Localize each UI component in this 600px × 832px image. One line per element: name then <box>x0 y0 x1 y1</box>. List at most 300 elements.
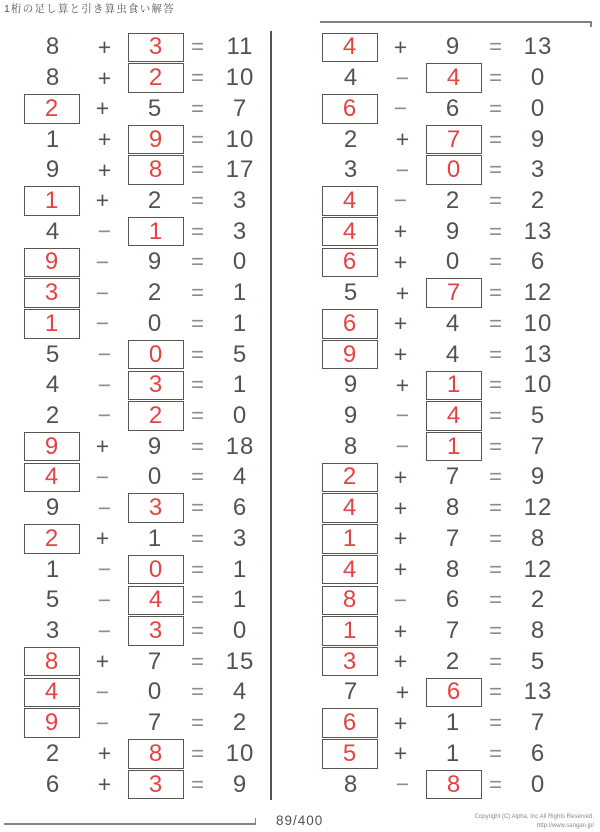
equals-sign: = <box>489 740 503 766</box>
result: 3 <box>530 156 546 184</box>
answer-box: 2 <box>322 463 378 493</box>
answer-box: 0 <box>128 340 184 370</box>
answer-box: 9 <box>322 340 378 370</box>
operand-1: 9 <box>45 156 61 184</box>
answer-box: 0 <box>426 155 482 185</box>
equation-row <box>24 247 270 278</box>
equals-sign: = <box>191 679 205 705</box>
equation-row <box>24 769 270 800</box>
equation-row <box>322 370 568 401</box>
equals-sign: = <box>489 495 503 521</box>
operand-1: 8 <box>45 33 61 61</box>
answer-box: 4 <box>24 463 80 493</box>
result: 12 <box>523 494 553 522</box>
operand-2: 7 <box>445 463 461 491</box>
equation-row <box>322 308 568 339</box>
equation-row <box>322 493 568 524</box>
result: 7 <box>232 94 248 122</box>
equals-sign: = <box>191 34 205 60</box>
operator: + <box>97 740 113 767</box>
top-rule-line <box>320 21 592 23</box>
equation-row <box>322 216 568 247</box>
result: 0 <box>530 94 546 122</box>
answer-box: 6 <box>322 309 378 339</box>
operator: + <box>95 433 111 460</box>
result: 0 <box>530 64 546 92</box>
operand-2: 2 <box>147 186 163 214</box>
operator: + <box>393 709 409 736</box>
equation-row <box>322 278 568 309</box>
result: 0 <box>232 401 248 429</box>
result: 7 <box>530 709 546 737</box>
operand-2: 2 <box>445 647 461 675</box>
result: 7 <box>530 432 546 460</box>
answer-box: 5 <box>322 739 378 769</box>
result: 6 <box>232 494 248 522</box>
operand-2: 7 <box>445 524 461 552</box>
result: 10 <box>225 64 255 92</box>
operand-2: 8 <box>445 494 461 522</box>
equals-sign: = <box>489 341 503 367</box>
equals-sign: = <box>489 372 503 398</box>
answer-box: 9 <box>24 432 80 462</box>
answer-box: 4 <box>426 63 482 93</box>
equals-sign: = <box>489 157 503 183</box>
copyright <box>475 813 594 832</box>
result: 3 <box>232 186 248 214</box>
equation-row <box>24 339 270 370</box>
equals-sign: = <box>489 648 503 674</box>
result: 5 <box>232 340 248 368</box>
equals-sign: = <box>191 157 205 183</box>
answer-box: 4 <box>322 33 378 63</box>
operand-2: 5 <box>147 94 163 122</box>
operator: − <box>97 218 113 245</box>
operator: + <box>393 556 409 583</box>
result: 5 <box>530 647 546 675</box>
page-number: 89/400 <box>276 813 324 828</box>
operator: + <box>395 126 411 153</box>
problems-column-right <box>322 32 568 800</box>
result: 13 <box>523 340 553 368</box>
equals-sign: = <box>489 187 503 213</box>
operand-1: 4 <box>45 371 61 399</box>
operator: − <box>95 709 111 736</box>
answer-box: 1 <box>24 186 80 216</box>
result: 13 <box>523 217 553 245</box>
equals-sign: = <box>191 341 205 367</box>
operator: − <box>95 678 111 705</box>
answer-box: 1 <box>426 432 482 462</box>
result: 17 <box>225 156 255 184</box>
equals-sign: = <box>191 65 205 91</box>
operator: + <box>395 279 411 306</box>
answer-box: 6 <box>322 94 378 124</box>
operator: + <box>95 525 111 552</box>
answer-box: 3 <box>128 770 184 800</box>
answer-box: 1 <box>322 524 378 554</box>
answer-box: 3 <box>128 493 184 523</box>
equation-row <box>322 93 568 124</box>
equals-sign: = <box>191 618 205 644</box>
equals-sign: = <box>191 710 205 736</box>
operator: − <box>97 586 113 613</box>
operator: − <box>95 279 111 306</box>
equals-sign: = <box>191 249 205 275</box>
operator: − <box>95 310 111 337</box>
operand-1: 6 <box>45 770 61 798</box>
result: 12 <box>523 555 553 583</box>
operator: + <box>393 33 409 60</box>
result: 6 <box>530 739 546 767</box>
equation-row <box>322 155 568 186</box>
bottom-rule-tick <box>255 818 257 824</box>
answer-box: 6 <box>322 708 378 738</box>
answer-box: 2 <box>24 94 80 124</box>
result: 9 <box>530 463 546 491</box>
answer-box: 9 <box>24 708 80 738</box>
operator: + <box>97 771 113 798</box>
operator: + <box>97 156 113 183</box>
operand-2: 9 <box>445 217 461 245</box>
operator: + <box>393 525 409 552</box>
answer-box: 1 <box>322 616 378 646</box>
equation-row <box>24 216 270 247</box>
answer-box: 4 <box>322 555 378 585</box>
problems-column-left <box>24 32 270 800</box>
equals-sign: = <box>191 525 205 551</box>
operator: − <box>97 341 113 368</box>
equals-sign: = <box>489 280 503 306</box>
result: 12 <box>523 279 553 307</box>
answer-box: 4 <box>322 493 378 523</box>
operator: − <box>393 187 409 214</box>
equals-sign: = <box>489 710 503 736</box>
equation-row <box>24 554 270 585</box>
result: 3 <box>232 217 248 245</box>
operator: − <box>95 463 111 490</box>
operand-2: 0 <box>147 463 163 491</box>
equals-sign: = <box>489 65 503 91</box>
equals-sign: = <box>191 556 205 582</box>
equation-row <box>24 124 270 155</box>
operator: + <box>395 678 411 705</box>
result: 18 <box>225 432 255 460</box>
operator: + <box>393 617 409 644</box>
equals-sign: = <box>489 525 503 551</box>
operator: + <box>95 648 111 675</box>
equals-sign: = <box>191 402 205 428</box>
equals-sign: = <box>191 433 205 459</box>
operand-1: 9 <box>343 401 359 429</box>
operator: − <box>97 617 113 644</box>
equals-sign: = <box>191 126 205 152</box>
result: 2 <box>530 186 546 214</box>
operand-1: 3 <box>343 156 359 184</box>
equals-sign: = <box>489 556 503 582</box>
result: 1 <box>232 371 248 399</box>
operand-1: 1 <box>45 555 61 583</box>
equation-row <box>322 524 568 555</box>
equation-row <box>322 63 568 94</box>
operand-2: 4 <box>445 309 461 337</box>
operator: + <box>97 64 113 91</box>
equation-row <box>24 32 270 63</box>
equation-row <box>322 739 568 770</box>
answer-box: 8 <box>128 155 184 185</box>
equation-row <box>322 554 568 585</box>
equation-row <box>322 186 568 217</box>
equation-row <box>24 370 270 401</box>
result: 1 <box>232 586 248 614</box>
equals-sign: = <box>191 95 205 121</box>
result: 2 <box>530 586 546 614</box>
equals-sign: = <box>191 464 205 490</box>
result: 0 <box>232 248 248 276</box>
operand-2: 0 <box>147 678 163 706</box>
operator: + <box>97 126 113 153</box>
operator: + <box>97 33 113 60</box>
operand-1: 9 <box>343 371 359 399</box>
result: 2 <box>232 709 248 737</box>
operand-1: 2 <box>343 125 359 153</box>
operand-2: 9 <box>147 432 163 460</box>
equation-row <box>24 63 270 94</box>
answer-box: 3 <box>128 616 184 646</box>
result: 1 <box>232 555 248 583</box>
equation-row <box>322 646 568 677</box>
equation-row <box>24 155 270 186</box>
operand-1: 4 <box>45 217 61 245</box>
result: 5 <box>530 401 546 429</box>
operator: + <box>393 494 409 521</box>
equation-row <box>24 493 270 524</box>
equals-sign: = <box>191 771 205 797</box>
equals-sign: = <box>489 249 503 275</box>
answer-box: 0 <box>128 555 184 585</box>
answer-box: 1 <box>24 309 80 339</box>
operand-2: 1 <box>147 524 163 552</box>
equation-row <box>322 708 568 739</box>
equals-sign: = <box>191 648 205 674</box>
result: 10 <box>225 125 255 153</box>
result: 10 <box>523 309 553 337</box>
answer-box: 4 <box>128 586 184 616</box>
operand-2: 2 <box>147 279 163 307</box>
equals-sign: = <box>489 310 503 336</box>
equals-sign: = <box>489 433 503 459</box>
result: 13 <box>523 678 553 706</box>
equation-row <box>322 677 568 708</box>
operand-2: 4 <box>445 340 461 368</box>
operand-2: 1 <box>445 709 461 737</box>
equation-row <box>24 462 270 493</box>
answer-box: 8 <box>322 586 378 616</box>
equals-sign: = <box>489 95 503 121</box>
equals-sign: = <box>191 495 205 521</box>
operator: + <box>393 248 409 275</box>
equation-row <box>24 186 270 217</box>
answer-box: 4 <box>322 186 378 216</box>
equation-row <box>24 401 270 432</box>
equals-sign: = <box>489 618 503 644</box>
operand-1: 7 <box>343 678 359 706</box>
equation-row <box>322 124 568 155</box>
equation-row <box>24 585 270 616</box>
answer-box: 4 <box>24 678 80 708</box>
operand-1: 1 <box>45 125 61 153</box>
operator: − <box>97 494 113 521</box>
answer-box: 4 <box>322 217 378 247</box>
operand-1: 2 <box>45 739 61 767</box>
operand-2: 8 <box>445 555 461 583</box>
answer-box: 7 <box>426 125 482 155</box>
equation-row <box>24 93 270 124</box>
operator: − <box>395 64 411 91</box>
operand-1: 4 <box>343 64 359 92</box>
result: 8 <box>530 617 546 645</box>
result: 4 <box>232 678 248 706</box>
result: 9 <box>530 125 546 153</box>
operand-2: 7 <box>445 617 461 645</box>
equation-row <box>322 769 568 800</box>
answer-box: 8 <box>128 739 184 769</box>
operator: + <box>393 341 409 368</box>
answer-box: 9 <box>128 125 184 155</box>
operator: + <box>393 463 409 490</box>
equation-row <box>322 431 568 462</box>
operator: − <box>395 156 411 183</box>
operand-1: 8 <box>45 64 61 92</box>
answer-box: 6 <box>322 248 378 278</box>
equation-row <box>24 308 270 339</box>
operand-1: 5 <box>45 340 61 368</box>
answer-box: 1 <box>426 371 482 401</box>
equals-sign: = <box>191 310 205 336</box>
equation-row <box>322 32 568 63</box>
result: 4 <box>232 463 248 491</box>
operand-2: 7 <box>147 709 163 737</box>
operand-1: 8 <box>343 770 359 798</box>
operator: + <box>395 371 411 398</box>
operator: − <box>395 771 411 798</box>
operand-2: 7 <box>147 647 163 675</box>
column-divider-line <box>270 31 272 800</box>
equation-row <box>24 616 270 647</box>
bottom-rule-line <box>4 823 256 825</box>
equation-row <box>24 677 270 708</box>
answer-box: 8 <box>24 647 80 677</box>
equals-sign: = <box>489 679 503 705</box>
operand-1: 2 <box>45 401 61 429</box>
result: 8 <box>530 524 546 552</box>
copyright-line-2: http://www.sangan.jp/ <box>536 823 594 830</box>
result: 15 <box>225 647 255 675</box>
operator: + <box>393 310 409 337</box>
answer-box: 2 <box>128 63 184 93</box>
operator: − <box>97 371 113 398</box>
answer-box: 3 <box>128 371 184 401</box>
operand-1: 8 <box>343 432 359 460</box>
equation-row <box>322 247 568 278</box>
equation-row <box>24 278 270 309</box>
operand-2: 9 <box>445 33 461 61</box>
operand-2: 9 <box>147 248 163 276</box>
result: 0 <box>530 770 546 798</box>
answer-box: 9 <box>24 248 80 278</box>
result: 1 <box>232 279 248 307</box>
result: 6 <box>530 248 546 276</box>
answer-box: 6 <box>426 678 482 708</box>
result: 1 <box>232 309 248 337</box>
operand-2: 0 <box>147 309 163 337</box>
copyright-line-1: Copyright (C) Alpha, Inc All Rights Reserved. <box>474 814 594 820</box>
equation-row <box>322 401 568 432</box>
answer-box: 3 <box>322 647 378 677</box>
operand-2: 2 <box>445 186 461 214</box>
operator: + <box>393 740 409 767</box>
result: 10 <box>523 371 553 399</box>
equals-sign: = <box>191 740 205 766</box>
equation-row <box>24 739 270 770</box>
result: 10 <box>225 739 255 767</box>
equals-sign: = <box>489 34 503 60</box>
equation-row <box>24 708 270 739</box>
equals-sign: = <box>191 218 205 244</box>
result: 9 <box>232 770 248 798</box>
equation-row <box>24 431 270 462</box>
operator: − <box>393 95 409 122</box>
equals-sign: = <box>191 587 205 613</box>
equals-sign: = <box>489 218 503 244</box>
equals-sign: = <box>489 771 503 797</box>
operand-1: 9 <box>45 494 61 522</box>
equation-row <box>322 339 568 370</box>
answer-box: 2 <box>24 524 80 554</box>
answer-box: 2 <box>128 401 184 431</box>
equation-row <box>24 524 270 555</box>
operand-2: 1 <box>445 739 461 767</box>
top-rule-tick <box>590 21 592 27</box>
operator: − <box>97 556 113 583</box>
equation-row <box>322 616 568 647</box>
operator: − <box>395 433 411 460</box>
result: 3 <box>232 524 248 552</box>
result: 13 <box>523 33 553 61</box>
operand-1: 3 <box>45 617 61 645</box>
operand-2: 6 <box>445 94 461 122</box>
operator: − <box>97 402 113 429</box>
equals-sign: = <box>191 280 205 306</box>
operator: + <box>393 648 409 675</box>
answer-box: 4 <box>426 401 482 431</box>
answer-box: 3 <box>128 33 184 63</box>
operand-2: 0 <box>445 248 461 276</box>
operator: − <box>95 248 111 275</box>
operand-1: 5 <box>45 586 61 614</box>
operand-2: 6 <box>445 586 461 614</box>
operator: − <box>393 586 409 613</box>
answer-box: 8 <box>426 770 482 800</box>
equals-sign: = <box>489 464 503 490</box>
result: 11 <box>226 33 254 61</box>
result: 0 <box>232 617 248 645</box>
operator: + <box>95 187 111 214</box>
operand-1: 5 <box>343 279 359 307</box>
answer-box: 3 <box>24 278 80 308</box>
equals-sign: = <box>489 126 503 152</box>
equals-sign: = <box>489 402 503 428</box>
